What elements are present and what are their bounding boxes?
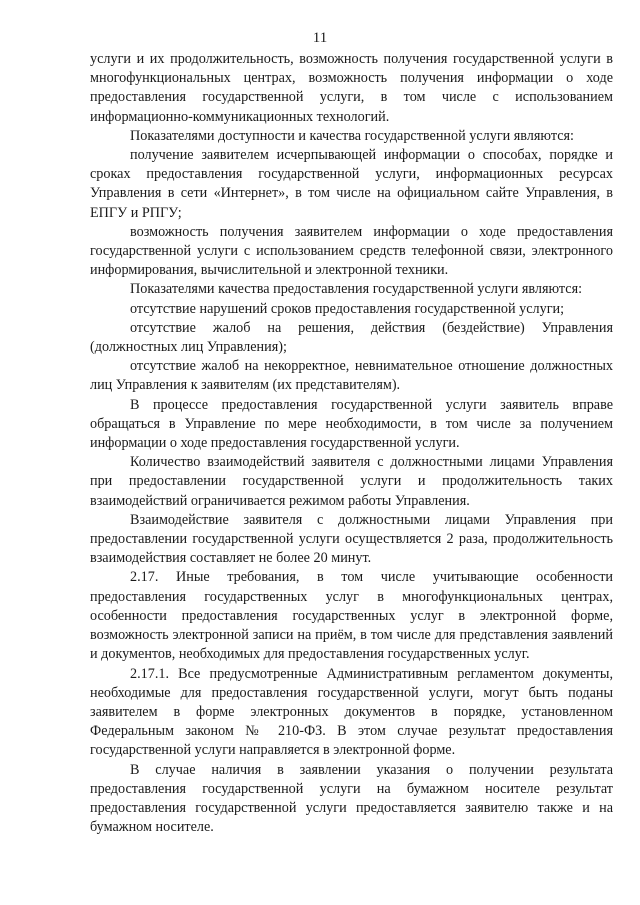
- paragraph: отсутствие нарушений сроков предоставления государственной услуги;: [130, 300, 565, 317]
- paragraph: Показателями качества предоставления государственной услуги являются:: [130, 281, 583, 298]
- paragraph: возможность получения заявителем информации о ходе предоставления государственной услуги с использованием средств телефонной связи, электронного информирования, вычислительной и электронной техники.: [90, 223, 613, 279]
- paragraph: В случае наличия в заявлении указания о получении результата предоставления государственной услуги на бумажном носителе результат предоставления государственной услуги предоставляется заявителю также и на бумажном носителе.: [90, 761, 613, 836]
- paragraph: 2.17.1. Все предусмотренные Административным регламентом документы, необходимые для предоставления государственной услуги, могут быть поданы заявителем в форме электронных документов в порядке, установленном Федеральным законом № 210-ФЗ. В этом случае результат предоставления государственной услуги направляется в электронной форме.: [90, 665, 613, 759]
- paragraph: отсутствие жалоб на решения, действия (бездействие) Управления (должностных лиц Управления);: [90, 319, 613, 356]
- paragraph: Показателями доступности и качества государственной услуги являются:: [130, 127, 574, 144]
- paragraph: 2.17. Иные требования, в том числе учитывающие особенности предоставления государственных услуг в многофункциональных центрах, особенности предоставления государственных услуг в электронной форме, возможность электронной записи на приём, в том числе для представления заявлений и документов, необходимых для предоставления государственных услуг.: [90, 569, 613, 663]
- paragraph: получение заявителем исчерпывающей информации о способах, порядке и сроках предоставления государственной услуги, информационных ресурсах Управления в сети «Интернет», в том числе на официальном сайте Управления, в ЕПГУ и РПГУ;: [90, 147, 613, 221]
- page-number: 11: [312, 30, 328, 46]
- paragraph: Количество взаимодействий заявителя с должностными лицами Управления при предоставлении государственной услуги и продолжительность таких взаимодействий ограничивается режимом работы Управления.: [90, 454, 613, 509]
- paragraph: Взаимодействие заявителя с должностными лицами Управления при предоставлении государственной услуги осуществляется 2 раза, продолжительность взаимодействия составляет не более 20 минут.: [90, 511, 613, 567]
- paragraph: отсутствие жалоб на некорректное, невнимательное отношение должностных лиц Управления к заявителям (их представителям).: [90, 358, 613, 394]
- paragraph: услуги и их продолжительность, возможность получения государственной услуги в многофункциональных центрах, возможность получения информации о ходе предоставления государственной услуги, в том числе с использованием информационно-коммуникационных технологий.: [90, 51, 613, 125]
- paragraph: В процессе предоставления государственной услуги заявитель вправе обращаться в Управление по мере необходимости, в том числе за получением информации о ходе предоставления государственной услуги.: [90, 396, 613, 452]
- body-text: [90, 50, 613, 837]
